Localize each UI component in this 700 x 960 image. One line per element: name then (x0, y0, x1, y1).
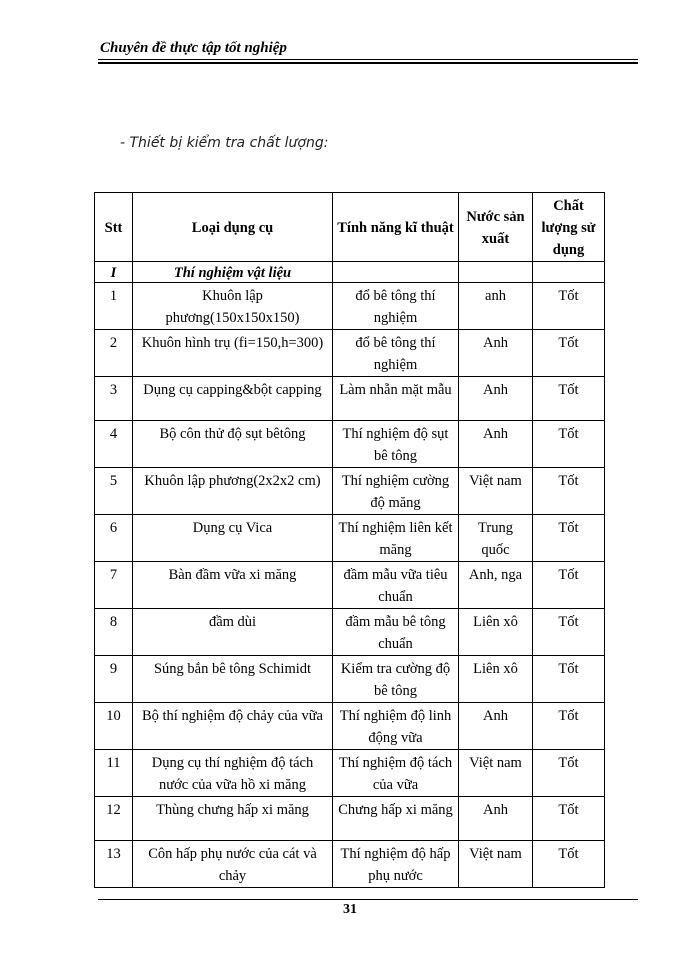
cell-feature: đổ bê tông thí nghiệm (333, 330, 459, 377)
cell-origin: Anh (459, 421, 533, 468)
table-row (95, 515, 605, 562)
cell-feature: Thí nghiệm cường độ măng (333, 468, 459, 515)
cell-tool: Dụng cụ capping&bột capping (133, 377, 333, 421)
cell-origin: Anh (459, 703, 533, 750)
cell-origin: Anh (459, 797, 533, 841)
cell-feature: Thí nghiệm độ sụt bê tông (333, 421, 459, 468)
section-caption: - Thiết bị kiểm tra chất lượng: (120, 135, 329, 151)
group-empty-cell (333, 262, 459, 283)
cell-quality: Tốt (533, 656, 605, 703)
header-rule-thick (98, 62, 638, 64)
cell-feature: Làm nhẵn mặt mẫu (333, 377, 459, 421)
cell-feature: Thí nghiệm độ hấp phụ nước (333, 841, 459, 888)
header-stt: Stt (95, 193, 133, 262)
cell-quality: Tốt (533, 797, 605, 841)
cell-feature: Chưng hấp xi măng (333, 797, 459, 841)
table-row (95, 750, 605, 797)
group-index: I (95, 262, 133, 283)
cell-tool: Bộ thí nghiệm độ chảy của vữa (133, 703, 333, 750)
cell-feature: Thí nghiệm độ tách của vữa (333, 750, 459, 797)
cell-stt: 7 (95, 562, 133, 609)
page-number: 31 (343, 902, 357, 917)
table-row (95, 421, 605, 468)
table-row (95, 562, 605, 609)
table-row (95, 797, 605, 841)
cell-quality: Tốt (533, 377, 605, 421)
cell-tool: Khuôn lập phương(2x2x2 cm) (133, 468, 333, 515)
group-title: Thí nghiệm vật liệu (133, 262, 333, 283)
cell-tool: Súng bắn bê tông Schimidt (133, 656, 333, 703)
cell-stt: 4 (95, 421, 133, 468)
header-rule-thin (98, 59, 638, 60)
cell-stt: 1 (95, 283, 133, 330)
table-row (95, 841, 605, 888)
header-origin: Nước sản xuất (459, 193, 533, 262)
table-row (95, 330, 605, 377)
header-quality: Chất lượng sử dụng (533, 193, 605, 262)
cell-origin: Trung quốc (459, 515, 533, 562)
cell-tool: Khuôn hình trụ (fi=150,h=300) (133, 330, 333, 377)
cell-feature: đầm mẫu bê tông chuẩn (333, 609, 459, 656)
cell-quality: Tốt (533, 703, 605, 750)
cell-stt: 2 (95, 330, 133, 377)
cell-feature: Thí nghiệm liên kết măng (333, 515, 459, 562)
cell-origin: Anh (459, 330, 533, 377)
cell-quality: Tốt (533, 515, 605, 562)
table-row (95, 377, 605, 421)
header-feature: Tính năng kĩ thuật (333, 193, 459, 262)
cell-quality: Tốt (533, 421, 605, 468)
cell-tool: Dụng cụ thí nghiệm độ tách nước của vữa hồ xi măng (133, 750, 333, 797)
cell-tool: Dụng cụ Vica (133, 515, 333, 562)
cell-origin: Anh (459, 377, 533, 421)
cell-origin: Liên xô (459, 656, 533, 703)
cell-stt: 11 (95, 750, 133, 797)
header-tool: Loại dụng cụ (133, 193, 333, 262)
group-empty-cell (459, 262, 533, 283)
cell-quality: Tốt (533, 283, 605, 330)
equipment-table (94, 192, 605, 888)
cell-quality: Tốt (533, 468, 605, 515)
cell-feature: Thí nghiệm độ linh động vữa (333, 703, 459, 750)
table-header-row (95, 193, 605, 262)
table-row (95, 468, 605, 515)
cell-origin: Việt nam (459, 468, 533, 515)
cell-stt: 6 (95, 515, 133, 562)
cell-feature: đổ bê tông thí nghiệm (333, 283, 459, 330)
cell-quality: Tốt (533, 750, 605, 797)
table-row (95, 609, 605, 656)
document-header-title: Chuyên đề thực tập tốt nghiệp (100, 40, 287, 56)
table-row (95, 283, 605, 330)
cell-tool: đầm dùi (133, 609, 333, 656)
cell-feature: đầm mẫu vữa tiêu chuẩn (333, 562, 459, 609)
cell-stt: 9 (95, 656, 133, 703)
cell-tool: Khuôn lập phương(150x150x150) (133, 283, 333, 330)
cell-origin: anh (459, 283, 533, 330)
cell-origin: Việt nam (459, 841, 533, 888)
cell-quality: Tốt (533, 562, 605, 609)
cell-origin: Liên xô (459, 609, 533, 656)
table-row (95, 656, 605, 703)
cell-tool: Côn hấp phụ nước của cát và chảy (133, 841, 333, 888)
cell-stt: 3 (95, 377, 133, 421)
footer-rule (98, 899, 638, 900)
cell-quality: Tốt (533, 330, 605, 377)
group-row (95, 262, 605, 283)
cell-origin: Anh, nga (459, 562, 533, 609)
cell-tool: Bàn đầm vữa xi măng (133, 562, 333, 609)
cell-stt: 12 (95, 797, 133, 841)
cell-quality: Tốt (533, 609, 605, 656)
group-empty-cell (533, 262, 605, 283)
cell-tool: Bộ côn thử độ sụt bêtông (133, 421, 333, 468)
cell-stt: 8 (95, 609, 133, 656)
table-row (95, 703, 605, 750)
cell-stt: 13 (95, 841, 133, 888)
cell-stt: 5 (95, 468, 133, 515)
cell-origin: Việt nam (459, 750, 533, 797)
cell-feature: Kiểm tra cường độ bê tông (333, 656, 459, 703)
cell-stt: 10 (95, 703, 133, 750)
cell-quality: Tốt (533, 841, 605, 888)
cell-tool: Thùng chưng hấp xi măng (133, 797, 333, 841)
